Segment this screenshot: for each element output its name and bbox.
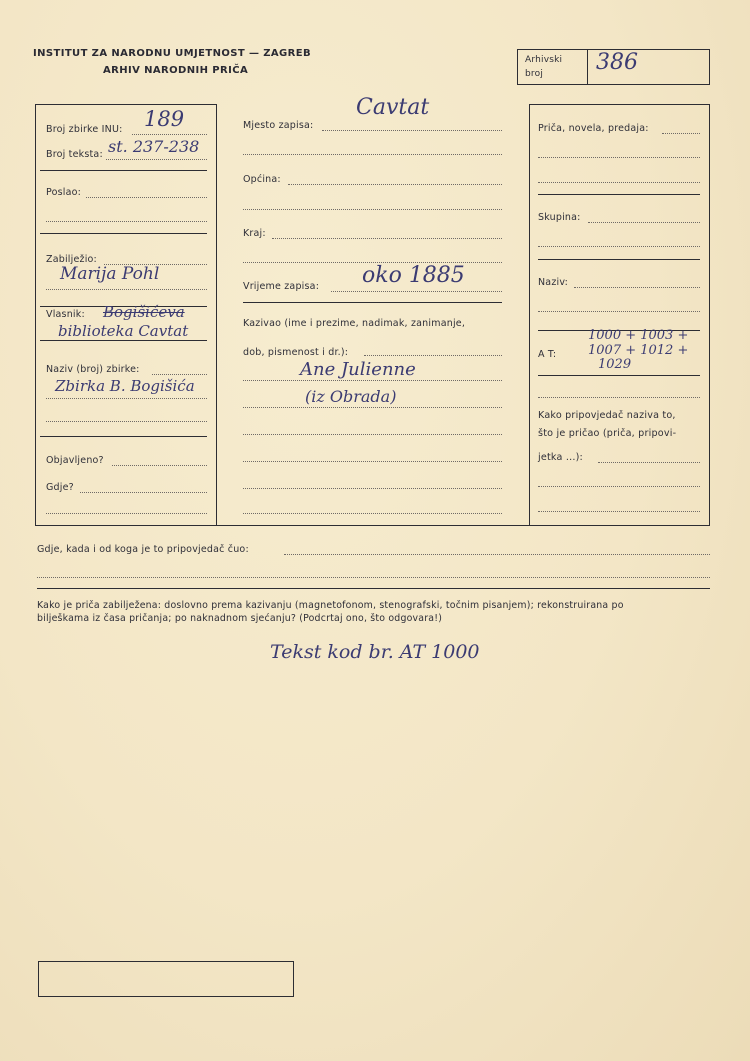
right-border [709, 104, 710, 526]
poslao-label: Poslao: [46, 187, 82, 198]
vrijeme-label: Vrijeme zapisa: [243, 281, 320, 292]
kako-zabiljezena-line2: bilješkama iz časa pričanja; po naknadnom sjećanju? (Podcrtaj ono, što odgovara!) [37, 613, 443, 624]
objavljeno-label: Objavljeno? [46, 455, 104, 466]
kako-zabiljezena-line1: Kako je priča zabilježena: doslovno prema kazivanju (magnetofonom, stenografski, točnim pisanjem); rekonstruirana po [37, 600, 624, 611]
kazivao-value-2: (iz Obrada) [305, 387, 397, 406]
teksta-label: Broj teksta: [46, 149, 103, 160]
at-value-2: 1007 + 1012 + [588, 343, 689, 358]
right-top-rule [529, 104, 710, 105]
naziv-zbirke-value: Zbirka B. Bogišića [55, 377, 195, 395]
at-value-3: 1029 [598, 357, 632, 372]
naziv-zbirke-label: Naziv (broj) zbirke: [46, 364, 140, 375]
mjesto-label: Mjesto zapisa: [243, 120, 314, 131]
naziv-label: Naziv: [538, 277, 569, 288]
opcina-label: Općina: [243, 174, 281, 185]
gdje-kada-label: Gdje, kada i od koga je to pripovjedač čuo: [37, 544, 249, 555]
left-column-divider [216, 104, 217, 526]
frame-bottom-rule [35, 525, 710, 526]
archive-number-divider [587, 50, 588, 84]
vlasnik-value-2: biblioteka Cavtat [58, 322, 189, 340]
at-label: A T: [538, 349, 557, 360]
zabiljezio-value: Marija Pohl [60, 264, 160, 284]
archive-number-label-2: broj [525, 69, 544, 79]
zabiljezio-label: Zabilježio: [46, 254, 97, 265]
vlasnik-label: Vlasnik: [46, 309, 85, 320]
kako-naziva-label-3: jetka ...): [538, 452, 583, 463]
archive-name: ARHIV NARODNIH PRIČA [103, 65, 249, 76]
at-value-1: 1000 + 1003 + [588, 328, 689, 343]
skupina-label: Skupina: [538, 212, 581, 223]
kako-naziva-label-2: što je pričao (priča, pripovi- [538, 428, 677, 439]
kazivao-label-2: dob, pismenost i dr.): [243, 347, 349, 358]
prica-label: Priča, novela, predaja: [538, 123, 649, 134]
handwritten-note: Tekst kod br. AT 1000 [270, 641, 480, 663]
vrijeme-value: oko 1885 [362, 263, 465, 288]
right-column-divider [529, 104, 530, 526]
kraj-label: Kraj: [243, 228, 266, 239]
zbirka-value: 189 [144, 107, 185, 131]
teksta-value: st. 237-238 [108, 137, 200, 156]
left-border [35, 104, 36, 526]
left-top-rule [35, 104, 217, 105]
archive-number-value: 386 [596, 50, 638, 75]
vlasnik-value: Bogišićeva [103, 303, 185, 321]
bottom-stamp-box [38, 961, 294, 997]
kazivao-value: Ane Julienne [300, 359, 416, 380]
institute-name: INSTITUT ZA NARODNU UMJETNOST — ZAGREB [33, 48, 311, 59]
zbirka-label: Broj zbirke INU: [46, 124, 123, 135]
kazivao-label: Kazivao (ime i prezime, nadimak, zanimanje, [243, 318, 466, 329]
mjesto-value: Cavtat [356, 95, 430, 120]
archive-number-label: Arhivski [525, 55, 563, 65]
gdje-label: Gdje? [46, 482, 74, 493]
kako-naziva-label: Kako pripovjedač naziva to, [538, 410, 676, 421]
